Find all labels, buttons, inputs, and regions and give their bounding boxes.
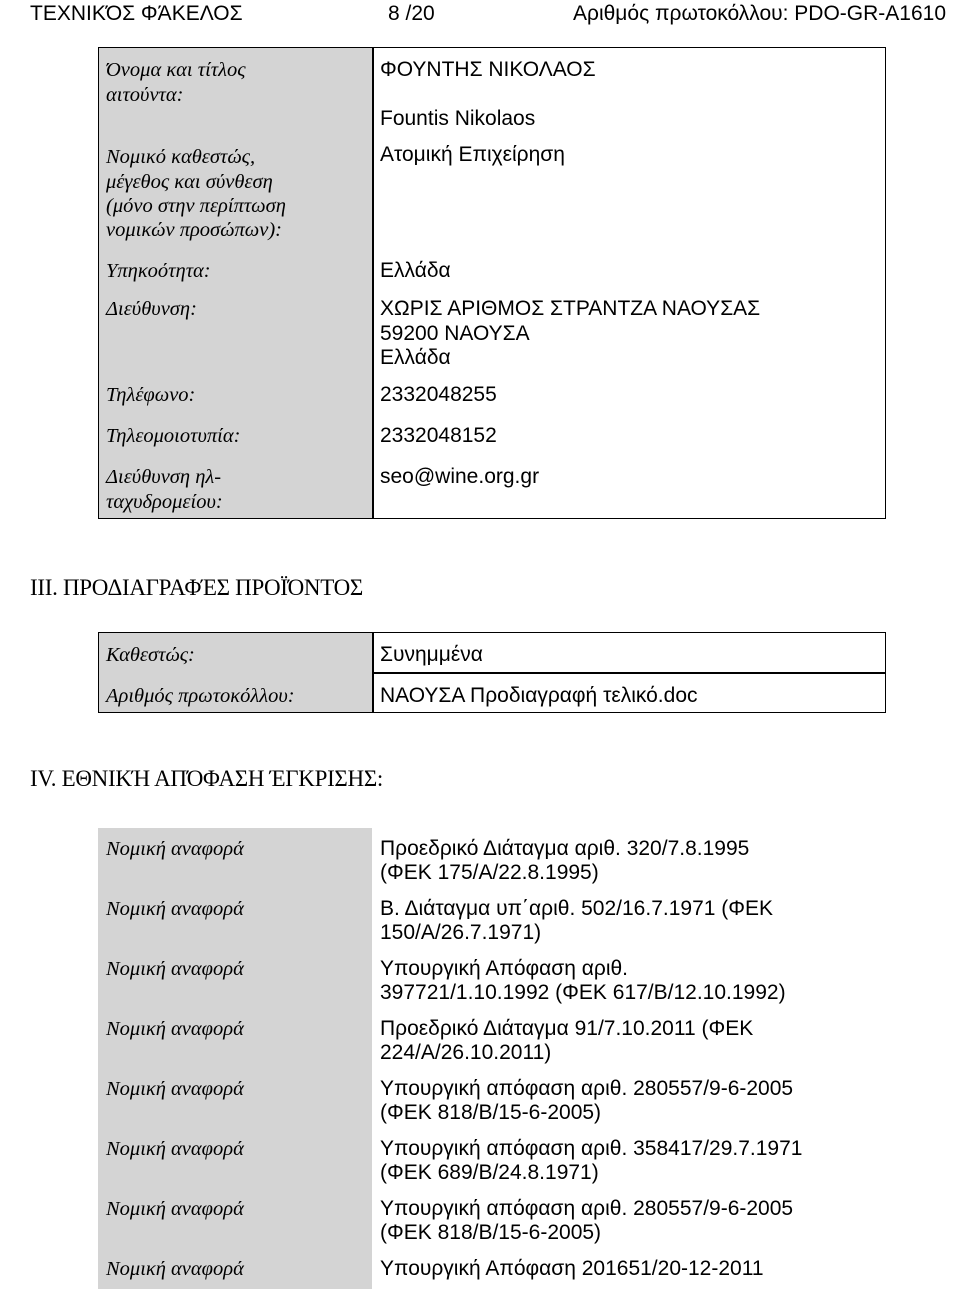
reference-text-line2: 150/Α/26.7.1971) xyxy=(380,921,542,944)
reference-text-line2: (ΦΕΚ 175/Α/22.8.1995) xyxy=(380,861,599,884)
reference-label: Νομική αναφορά xyxy=(106,898,244,920)
name-label-line1: Όνομα και τίτλος xyxy=(106,59,246,81)
reference-text-line2: (ΦΕΚ 818/Β/15-6-2005) xyxy=(380,1101,602,1124)
reference-label: Νομική αναφορά xyxy=(106,1078,244,1100)
legal-status-value: Ατομική Επιχείρηση xyxy=(380,143,565,166)
address-label: Διεύθυνση: xyxy=(106,298,197,320)
page-number: 8 /20 xyxy=(388,2,435,25)
nationality-value: Ελλάδα xyxy=(380,259,451,282)
status-value: Συνημμένα xyxy=(380,643,483,666)
reference-label: Νομική αναφορά xyxy=(106,1018,244,1040)
reference-text-line2: 224/Α/26.10.2011) xyxy=(380,1041,552,1064)
reference-text-line1: Υπουργική απόφαση αριθ. 358417/29.7.1971 xyxy=(380,1137,803,1160)
email-label-line1: Διεύθυνση ηλ- xyxy=(106,466,222,488)
reference-text-line2: 397721/1.10.1992 (ΦΕΚ 617/Β/12.10.1992) xyxy=(380,981,786,1004)
spec-protocol-value: ΝΑΟΥΣΑ Προδιαγραφή τελικό.doc xyxy=(380,684,698,707)
phone-value: 2332048255 xyxy=(380,383,497,406)
legal-status-label-line4: νομικών προσώπων): xyxy=(106,219,282,241)
status-label: Καθεστώς: xyxy=(106,644,195,666)
reference-text-line2: (ΦΕΚ 818/Β/15-6-2005) xyxy=(380,1221,602,1244)
legal-status-label-line3: (μόνο στην περίπτωση xyxy=(106,195,286,217)
name-label-line2: αιτούντα: xyxy=(106,84,184,106)
fax-value: 2332048152 xyxy=(380,424,497,447)
reference-text-line1: Προεδρικό Διάταγμα αριθ. 320/7.8.1995 xyxy=(380,837,750,860)
reference-text-line2: (ΦΕΚ 689/Β/24.8.1971) xyxy=(380,1161,599,1184)
reference-label: Νομική αναφορά xyxy=(106,958,244,980)
nationality-label: Υπηκοότητα: xyxy=(106,260,211,282)
document-type: ΤΕΧΝΙΚΌΣ ΦΆΚΕΛΟΣ xyxy=(30,2,243,25)
reference-label: Νομική αναφορά xyxy=(106,1258,244,1280)
applicant-name-greek: ΦΟΥΝΤΗΣ ΝΙΚΟΛΑΟΣ xyxy=(380,58,596,81)
email-value: seo@wine.org.gr xyxy=(380,465,540,488)
page-header xyxy=(0,0,960,28)
email-label-line2: ταχυδρομείου: xyxy=(106,491,223,513)
spec-protocol-label: Αριθμός πρωτοκόλλου: xyxy=(106,685,295,707)
reference-label: Νομική αναφορά xyxy=(106,1138,244,1160)
reference-text-line1: Υπουργική Απόφαση 201651/20-12-2011 xyxy=(380,1257,764,1280)
reference-text-line1: Υπουργική Απόφαση αριθ. xyxy=(380,957,629,980)
fax-label: Τηλεομοιοτυπία: xyxy=(106,425,241,447)
address-line2: 59200 ΝΑΟΥΣΑ xyxy=(380,322,530,345)
address-line1: ΧΩΡΙΣ ΑΡΙΘΜΟΣ ΣΤΡΑΝΤΖΑ ΝΑΟΥΣΑΣ xyxy=(380,297,761,320)
section-3-title: III. ΠΡΟΔΙΑΓΡΑΦΈΣ ΠΡΟΪΌΝΤΟΣ xyxy=(30,575,363,600)
reference-label: Νομική αναφορά xyxy=(106,1198,244,1220)
legal-status-label-line2: μέγεθος και σύνθεση xyxy=(106,171,273,193)
reference-text-line1: Προεδρικό Διάταγμα 91/7.10.2011 (ΦΕΚ xyxy=(380,1017,754,1040)
reference-text-line1: Υπουργική απόφαση αριθ. 280557/9-6-2005 xyxy=(380,1197,794,1220)
protocol-number: Αριθμός πρωτοκόλλου: PDO-GR-A1610 xyxy=(573,2,946,25)
spec-row-divider xyxy=(372,672,886,674)
reference-text-line1: Β. Διάταγμα υπ΄αριθ. 502/16.7.1971 (ΦΕΚ xyxy=(380,897,774,920)
reference-text-line1: Υπουργική απόφαση αριθ. 280557/9-6-2005 xyxy=(380,1077,794,1100)
legal-status-label-line1: Νομικό καθεστώς, xyxy=(106,146,256,168)
applicant-name-latin: Fountis Nikolaos xyxy=(380,107,536,130)
address-line3: Ελλάδα xyxy=(380,346,451,369)
column-divider xyxy=(372,47,374,519)
section-4-title: IV. ΕΘΝΙΚΉ ΑΠΌΦΑΣΗ ΈΓΚΡΙΣΗΣ: xyxy=(30,766,383,791)
reference-label: Νομική αναφορά xyxy=(106,838,244,860)
phone-label: Τηλέφωνο: xyxy=(106,384,196,406)
